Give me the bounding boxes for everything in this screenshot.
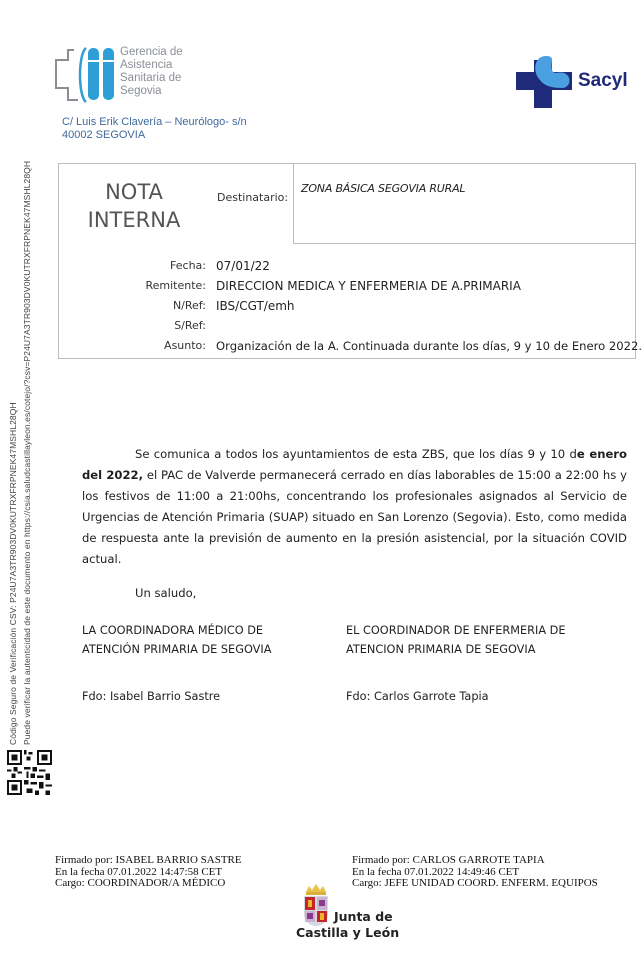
address-line: C/ Luis Erik Clavería – Neurólogo- s/n (62, 116, 247, 128)
stamp-role: Cargo: COORDINADOR/A MÉDICO (55, 877, 226, 889)
address-line: 40002 SEGOVIA (62, 128, 146, 141)
institution-line: Sanitaria de (120, 72, 182, 84)
title-line: ATENCION PRIMARIA DE SEGOVIA (346, 643, 536, 656)
stamp-signed-by: Firmado por: CARLOS GARROTE TAPIA (352, 854, 545, 866)
csv-code: Código Seguro de Verificación CSV: P24U7A3TR903DV0KUTRXFRPNEK47MSHL28QH (8, 402, 18, 745)
date-value: 07/01/22 (216, 259, 270, 273)
sender-label: Remitente: (145, 279, 206, 292)
greeting: Un saludo, (135, 586, 197, 600)
title-line: EL COORDINADOR DE ENFERMERIA DE (346, 624, 566, 637)
recipient-value: ZONA BÁSICA SEGOVIA RURAL (301, 182, 466, 195)
institution-line: Asistencia (120, 59, 173, 71)
title-line: INTERNA (87, 208, 181, 232)
stamp-role: Cargo: JEFE UNIDAD COORD. ENFERM. EQUIPOS (352, 877, 598, 889)
verification-sidebar (0, 0, 60, 760)
title-line: ATENCIÓN PRIMARIA DE SEGOVIA (82, 643, 272, 656)
qr-code-icon[interactable] (7, 750, 52, 795)
body-text-start: Se comunica a todos los ayuntamientos de esta ZBS, que los días 9 y 10 d (135, 447, 577, 461)
gerencia-logo-icon (52, 44, 122, 106)
document-title (84, 178, 184, 234)
signer-left-name: Fdo: Isabel Barrio Sastre (82, 690, 221, 703)
junta-label-line1: Junta de (334, 909, 393, 924)
date-label: Fecha: (170, 259, 206, 272)
body-text-bold: e enero del 2022, (82, 447, 627, 482)
title-line: LA COORDINADORA MÉDICO DE (82, 624, 264, 637)
signature-stamp-left (55, 855, 242, 890)
signer-left-title (82, 621, 271, 659)
sacyl-logo-icon (516, 54, 576, 110)
meta-row-our-ref (58, 299, 636, 317)
institution-line: Segovia (120, 85, 162, 97)
signer-right-name: Fdo: Carlos Garrote Tapia (346, 690, 489, 703)
meta-row-your-ref (58, 319, 636, 337)
verification-url: Puede verificar la autenticidad de este documento en https://csia.saludcastillayleon.es/cotejo/?csv=P24U7A3TR903DV0KUTRXFRPNEK47MSHL28QH (22, 160, 32, 745)
sender-value: DIRECCION MEDICA Y ENFERMERIA DE A.PRIMARIA (216, 279, 521, 293)
subject-label: Asunto: (164, 339, 206, 352)
signer-right-title (346, 621, 566, 659)
recipient-box (293, 163, 636, 244)
address (62, 116, 247, 141)
stamp-date: En la fecha 07.01.2022 14:47:58 CET (55, 865, 223, 878)
body-paragraph (82, 444, 627, 570)
subject-value: Organización de la A. Continuada durante los días, 9 y 10 de Enero 2022. (216, 339, 642, 353)
meta-row-sender (58, 279, 636, 297)
recipient-label: Destinatario: (217, 191, 289, 204)
your-ref-label: S/Ref: (174, 319, 206, 332)
stamp-date: En la fecha 07.01.2022 14:49:46 CET (352, 865, 520, 878)
junta-label-line2: Castilla y León (296, 925, 400, 940)
institution-line: Gerencia de (120, 46, 183, 58)
signature-stamp-right (352, 855, 598, 890)
title-line: NOTA (105, 180, 163, 204)
institution-name (120, 46, 183, 98)
stamp-signed-by: Firmado por: ISABEL BARRIO SASTRE (55, 854, 242, 866)
meta-row-subject (58, 339, 642, 357)
meta-row-date (58, 259, 636, 277)
sacyl-label: Sacyl (578, 70, 628, 91)
our-ref-value: IBS/CGT/emh (216, 299, 295, 313)
our-ref-label: N/Ref: (172, 299, 206, 312)
body-text-end: el PAC de Valverde permanecerá cerrado en días laborables de 15:00 a 22:00 hs y los festivos de 11:00 a 21:00hs, concentrando los profesionales asignados al Servicio de Urgencias de Atención Primaria (SUAP) situado en San Lorenzo (Segovia). Esto, como medida de respuesta ante la previsión de aumento en la presión asistencial, por la situación COVID actual. (82, 468, 627, 566)
